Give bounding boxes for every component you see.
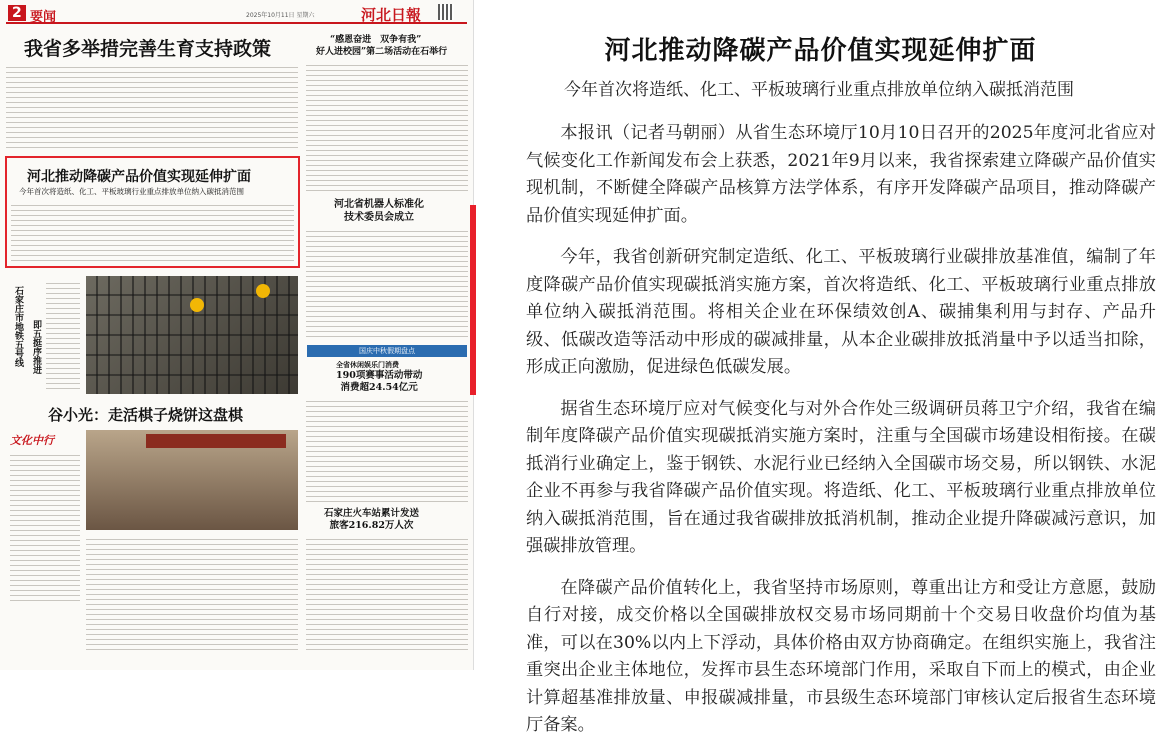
newspaper-page-thumbnail[interactable] <box>0 0 474 670</box>
article-kicker-2[interactable]: 好人进校园”第二场活动在石举行 <box>316 47 448 57</box>
photo-caption-vertical-2: 即五挺序推进 <box>31 320 41 374</box>
article-reader <box>476 0 1165 736</box>
article-paragraph: 本报讯（记者马朝丽）从省生态环境厅10月10日召开的2025年度河北省应对气候变化工作新闻发布会上获悉，2021年9月以来，我省探索建立降碳产品价值实现机制，不断健全降碳产品核算方法学体系，有序开发降碳产品项目，推动降碳产品价值实现延伸扩面。 <box>526 123 1156 226</box>
page-number: 2 <box>8 5 26 21</box>
text-block <box>86 536 298 654</box>
page-header <box>6 4 467 24</box>
news-band-holiday: 国庆中秋假期盘点 <box>307 345 467 357</box>
text-block <box>306 228 468 338</box>
metro-construction-photo[interactable] <box>86 276 298 394</box>
culture-column-logo: 文化中行 <box>10 434 54 447</box>
article-train-station[interactable]: 石家庄火车站累计发送 旅客216.82万人次 <box>324 508 420 531</box>
article-kicker[interactable]: “感恩奋进 双争有我” <box>330 35 422 45</box>
page-section: 要闻 <box>30 10 57 25</box>
text-block <box>306 62 468 192</box>
text-block <box>46 280 80 390</box>
article-paragraph: 今年，我省创新研究制定造纸、化工、平板玻璃行业碳排放基准值，编制了年度降碳产品价值实现碳抵消实施方案，首次将造纸、化工、平板玻璃行业重点排放单位纳入碳抵消范围。将相关企业在环保绩效创A、碳捕集利用与封存、产品升级、低碳改造等活动中形成的碳减排量，从本企业碳排放抵消量中予以适当扣除，形成正向激励，促进绿色低碳发展。 <box>526 247 1156 378</box>
shop-sign <box>146 434 286 448</box>
highlighted-article[interactable] <box>5 156 300 268</box>
article-subtitle-consumption: 全省休闲娱乐门消费 <box>336 360 399 369</box>
newspaper-logo: 河北日報 <box>361 6 422 24</box>
text-block <box>11 202 294 264</box>
worker-helmet-icon <box>190 298 204 312</box>
highlighted-article-subtitle: 今年首次将造纸、化工、平板玻璃行业重点排放单位纳入碳抵消范围 <box>19 187 244 196</box>
article-paragraph: 在降碳产品价值转化上，我省坚持市场原则，尊重出让方和受让方意愿，鼓励自行对接，成交价格以全国碳排放权交易市场同期前十个交易日收盘价均值为基准，可以在30%以内上下浮动，具体价格由双方协商确定。在组织实施上，我省注重突出企业主体地位，发挥市县生态环境部门作用，采取自下而上的模式，由企业计算超基准排放量、申报碳减排量，市县级生态环境部门审核认定后报省生态环境厅备案。 <box>526 577 1156 736</box>
text-block <box>6 64 298 152</box>
shaobing-shop-photo[interactable] <box>86 430 298 530</box>
worker-helmet-icon <box>256 284 270 298</box>
article-body[interactable] <box>526 120 1156 754</box>
article-headline-shaobing[interactable]: 谷小光：走活棋子烧饼这盘棋 <box>48 406 244 424</box>
highlighted-article-title: 河北推动降碳产品价值实现延伸扩面 <box>27 169 251 185</box>
qr-code-icon <box>438 4 454 20</box>
article-title: 河北推动降碳产品价值实现延伸扩面 <box>604 36 1037 66</box>
article-paragraph: 据省生态环境厅应对气候变化与对外合作处三级调研员蒋卫宁介绍，我省在编制年度降碳产品价值实现碳抵消实施方案时，注重与全国碳市场建设相衔接。在碳抵消行业确定上，鉴于钢铁、水泥行业已经纳入全国碳市场交易，所以钢铁、水泥企业不再参与我省降碳产品价值实现。将造纸、化工、平板玻璃行业重点排放单位纳入碳抵消范围，旨在通过我省碳排放抵消机制，推动企业提升降碳减污意识，加强碳排放管理。 <box>526 398 1156 557</box>
text-block <box>306 536 468 654</box>
article-events-consumption[interactable]: 190项赛事活动带动 消费超24.54亿元 <box>336 370 423 393</box>
text-block <box>10 452 80 602</box>
article-headline-fertility[interactable]: 我省多举措完善生育支持政策 <box>24 38 272 60</box>
text-block <box>306 398 468 502</box>
article-subtitle: 今年首次将造纸、化工、平板玻璃行业重点排放单位纳入碳抵消范围 <box>564 80 1074 100</box>
photo-caption-vertical: 石家庄市地铁五号线 <box>13 286 23 367</box>
article-robot-standard[interactable]: 河北省机器人标准化 技术委员会成立 <box>334 199 424 223</box>
page-date: 2025年10月11日 星期六 <box>246 12 315 19</box>
